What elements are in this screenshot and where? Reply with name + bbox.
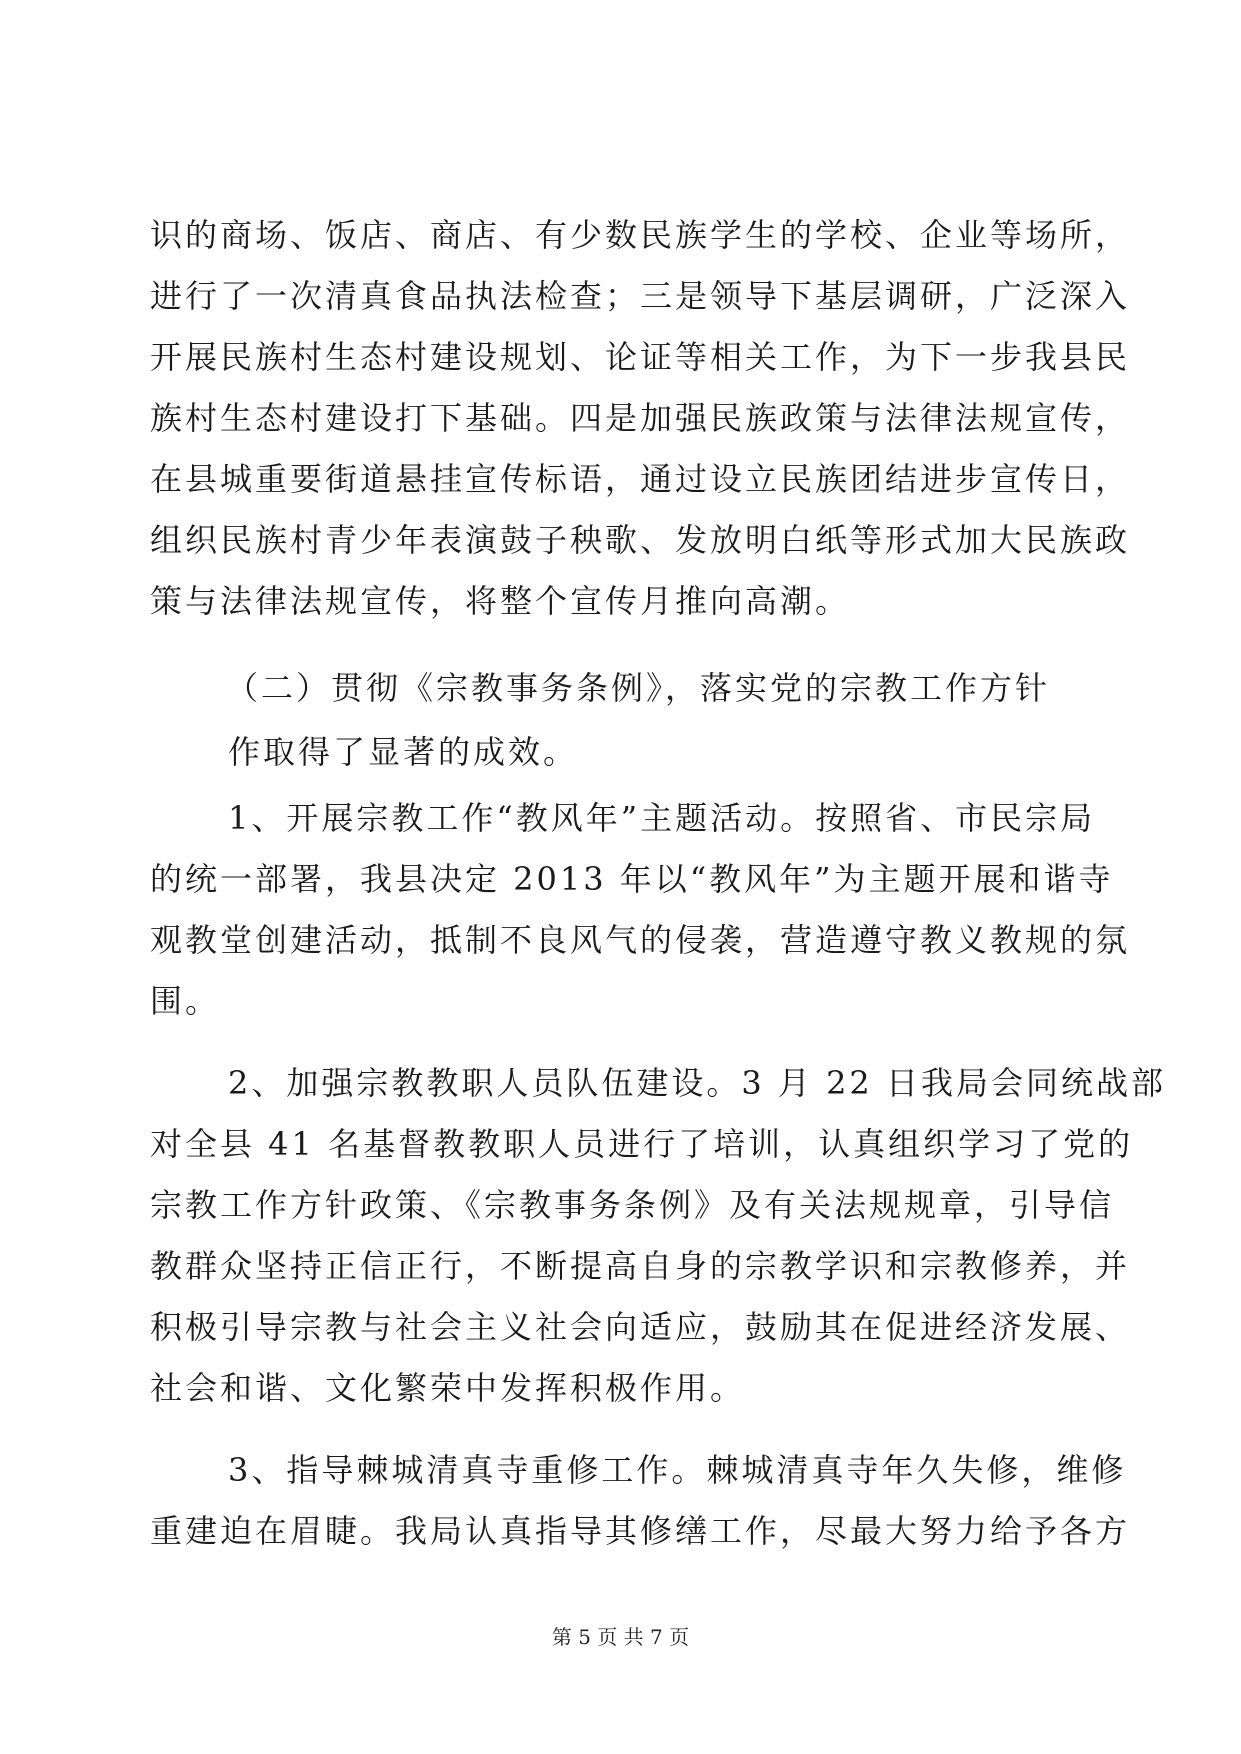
text-line: 社会和谐、文化繁荣中发挥积极作用。: [150, 1369, 746, 1407]
text-line: 对全县 41 名基督教教职人员进行了培训，认真组织学习了党的: [150, 1125, 1134, 1163]
text-line: 识的商场、饭店、商店、有少数民族学生的学校、企业等场所，: [150, 216, 1131, 254]
text-line: 2、加强宗教教职人员队伍建设。3 月 22 日我局会同统战部: [228, 1064, 1166, 1102]
text-line: 策与法律法规宣传，将整个宣传月推向高潮。: [150, 582, 851, 620]
text-line: 在县城重要街道悬挂宣传标语，通过设立民族团结进步宣传日，: [150, 460, 1131, 498]
text-line: 组织民族村青少年表演鼓子秧歌、发放明白纸等形式加大民族政: [150, 521, 1131, 559]
text-line: 作取得了显著的成效。: [228, 733, 579, 771]
text-line: 的统一部署，我县决定 2013 年以“教风年”为主题开展和谐寺: [150, 860, 1114, 898]
text-line: 宗教工作方针政策、《宗教事务条例》及有关法规规章，引导信: [150, 1186, 1115, 1224]
text-line: 重建迫在眉睫。我局认真指导其修缮工作，尽最大努力给予各方: [150, 1512, 1131, 1550]
text-line: 积极引导宗教与社会主义社会向适应，鼓励其在促进经济发展、: [150, 1308, 1131, 1346]
text-line: 教群众坚持正信正行，不断提高自身的宗教学识和宗教修养，并: [150, 1247, 1131, 1285]
text-line: 观教堂创建活动，抵制不良风气的侵袭，营造遵守教义教规的氛: [150, 921, 1131, 959]
text-line: 族村生态村建设打下基础。四是加强民族政策与法律法规宣传，: [150, 399, 1131, 437]
text-line: 3、指导棘城清真寺重修工作。棘城清真寺年久失修，维修: [228, 1451, 1127, 1489]
text-line: 围。: [150, 982, 221, 1020]
section-heading: （二）贯彻《宗教事务条例》，落实党的宗教工作方针: [226, 669, 1051, 707]
text-line: 进行了一次清真食品执法检查；三是领导下基层调研，广泛深入: [150, 277, 1131, 315]
text-line: 1、开展宗教工作“教风年”主题活动。按照省、市民宗局: [228, 799, 1096, 837]
text-line: 开展民族村生态村建设规划、论证等相关工作，为下一步我县民: [150, 338, 1131, 376]
page-footer: 第 5 页 共 7 页: [551, 1625, 690, 1649]
